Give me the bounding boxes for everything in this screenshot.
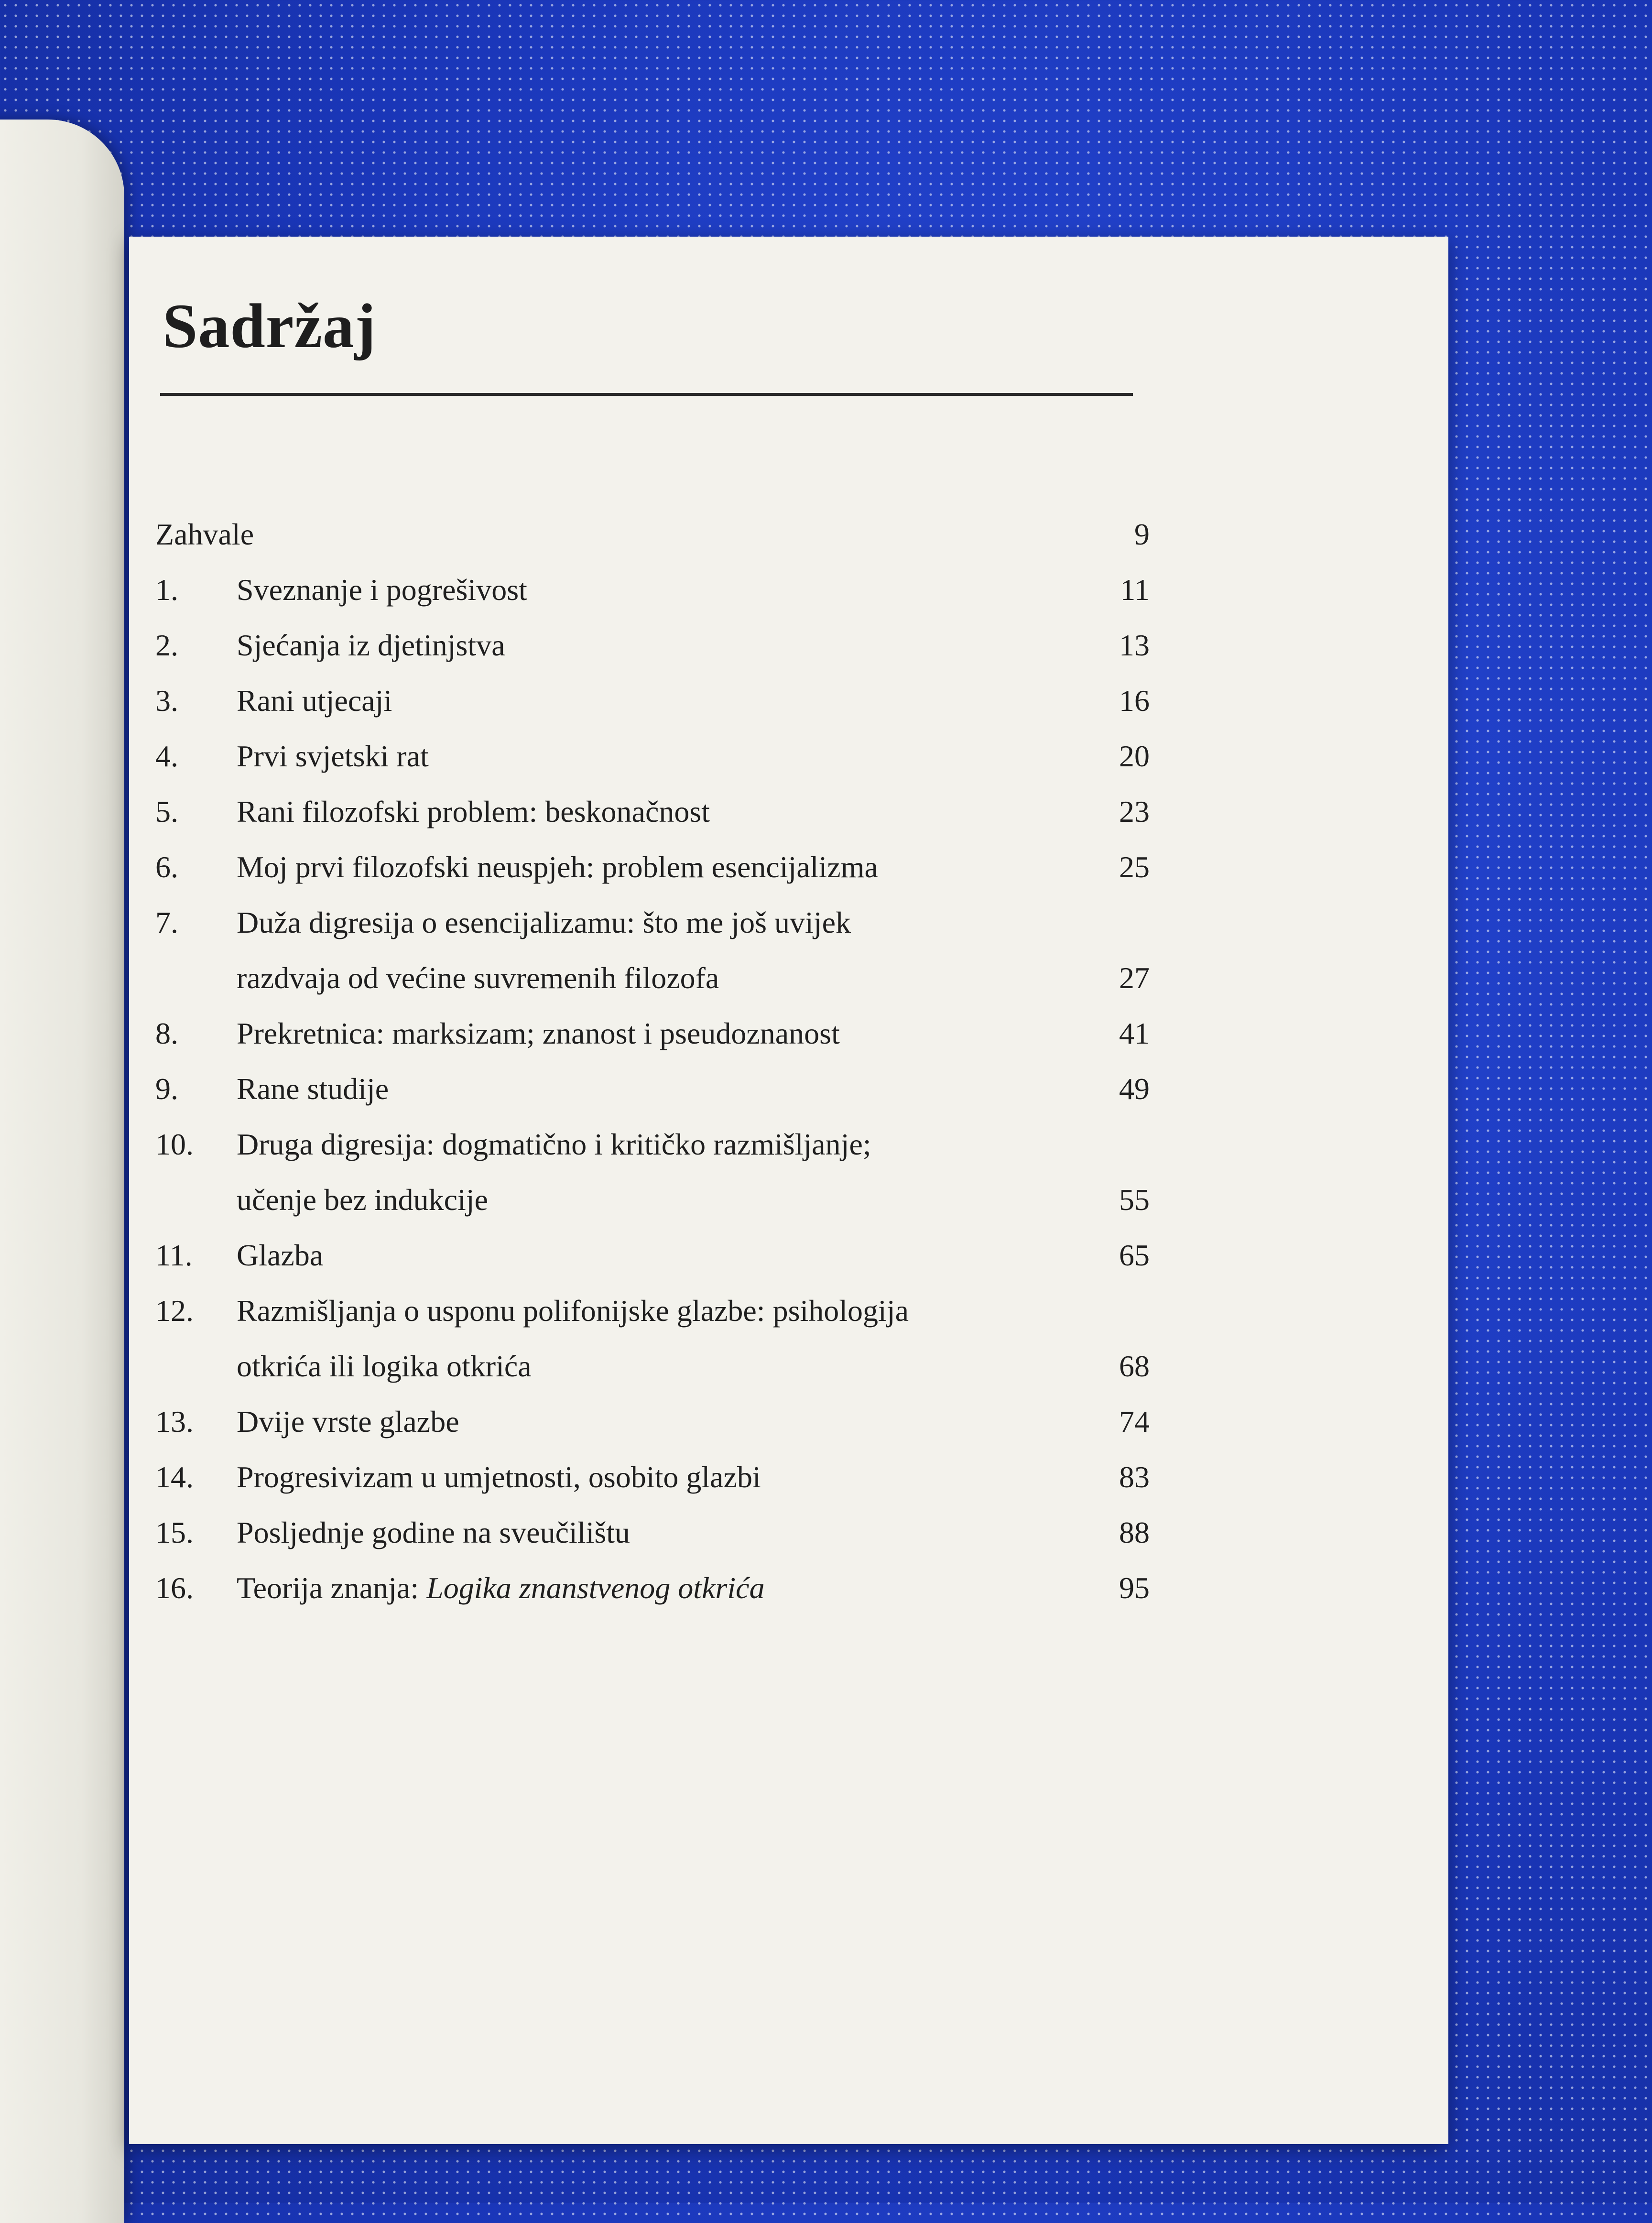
- toc-entry-number: 2.: [155, 628, 178, 662]
- toc-entry-text-roman: Teorija znanja:: [237, 1571, 427, 1605]
- toc-entry-text: Dvije vrste glazbe: [237, 1405, 459, 1438]
- toc-row: [155, 1006, 1150, 1061]
- toc-entry-text: Rane studije: [237, 1072, 389, 1106]
- toc-entry-number: 15.: [155, 1515, 194, 1549]
- toc-page-number: 65: [1119, 1238, 1150, 1272]
- toc-row: [155, 1228, 1150, 1283]
- toc-entry-text: Rani filozofski problem: beskonačnost: [237, 795, 710, 828]
- toc-page-number: 55: [1119, 1183, 1150, 1217]
- toc-entry-number: 4.: [155, 739, 178, 773]
- toc-page-number: 27: [1119, 961, 1150, 995]
- toc-page-number: 95: [1119, 1571, 1150, 1605]
- toc-entry-text: Druga digresija: dogmatično i kritičko razmišljanje;: [237, 1127, 871, 1161]
- toc-entry-text: Sveznanje i pogrešivost: [237, 573, 527, 607]
- toc-row: [155, 1394, 1150, 1449]
- toc-entry-number: 8.: [155, 1016, 178, 1050]
- toc-page-number: 13: [1119, 628, 1150, 662]
- title-rule: [160, 393, 1133, 396]
- toc-entry-text: Prekretnica: marksizam; znanost i pseudoznanost: [237, 1016, 840, 1050]
- toc-row: [155, 562, 1150, 618]
- toc-entry-number: 16.: [155, 1571, 194, 1605]
- toc-row: [155, 950, 1150, 1006]
- toc-page-number: 74: [1119, 1405, 1150, 1438]
- toc-entry-number: 11.: [155, 1238, 193, 1272]
- toc-row: [155, 1061, 1150, 1117]
- toc-entry-text: Zahvale: [155, 517, 254, 551]
- toc-row: [155, 895, 1150, 950]
- toc-page-number: 9: [1134, 517, 1150, 551]
- toc-entry-text: Progresivizam u umjetnosti, osobito glazbi: [237, 1460, 761, 1494]
- toc-row: [155, 1172, 1150, 1228]
- toc-row: [155, 1505, 1150, 1560]
- toc-entry-text: Moj prvi filozofski neuspjeh: problem esencijalizma: [237, 850, 878, 884]
- toc-row: [155, 1560, 1150, 1616]
- toc-page-number: 88: [1119, 1515, 1150, 1549]
- toc-row: [155, 507, 1150, 562]
- table-of-contents: [155, 507, 1150, 1616]
- toc-entry-number: 12.: [155, 1294, 194, 1328]
- toc-page-number: 25: [1119, 850, 1150, 884]
- toc-entry-number: 7.: [155, 905, 178, 939]
- toc-row: [155, 1283, 1150, 1339]
- toc-entry-text: Glazba: [237, 1238, 324, 1272]
- toc-entry-number: 5.: [155, 795, 178, 828]
- toc-entry-text: učenje bez indukcije: [237, 1183, 488, 1217]
- toc-entry-number: 10.: [155, 1127, 194, 1161]
- toc-entry-number: 14.: [155, 1460, 194, 1494]
- toc-row: [155, 839, 1150, 895]
- toc-entry-number: 1.: [155, 573, 178, 607]
- toc-page-number: 16: [1119, 684, 1150, 718]
- toc-entry-text-italic: Logika znanstvenog otkrića: [426, 1571, 765, 1605]
- toc-entry-text: Prvi svjetski rat: [237, 739, 429, 773]
- toc-entry-text: Razmišljanja o usponu polifonijske glazbe: psihologija: [237, 1294, 909, 1328]
- toc-entry-text: Rani utjecaji: [237, 684, 392, 718]
- toc-entry-text: razdvaja od većine suvremenih filozofa: [237, 961, 719, 995]
- toc-page-number: 49: [1119, 1072, 1150, 1106]
- toc-page-number: 20: [1119, 739, 1150, 773]
- toc-page-number: 68: [1119, 1349, 1150, 1383]
- toc-entry-text: Sjećanja iz djetinjstva: [237, 628, 505, 662]
- toc-entry-number: 6.: [155, 850, 178, 884]
- toc-row: [155, 673, 1150, 729]
- toc-row: [155, 1117, 1150, 1172]
- page-title: Sadržaj: [163, 291, 376, 361]
- toc-entry-text: Posljednje godine na sveučilištu: [237, 1515, 630, 1549]
- toc-row: [155, 618, 1150, 673]
- facing-page: [0, 120, 124, 2223]
- toc-row: [155, 1449, 1150, 1505]
- toc-entry-number: 13.: [155, 1405, 194, 1438]
- toc-row: [155, 1339, 1150, 1394]
- toc-entry-number: 3.: [155, 684, 178, 718]
- toc-page-number: 41: [1119, 1016, 1150, 1050]
- toc-page-number: 83: [1119, 1460, 1150, 1494]
- toc-row: [155, 784, 1150, 839]
- toc-page-number: 11: [1120, 573, 1150, 607]
- toc-row: [155, 729, 1150, 784]
- toc-page-number: 23: [1119, 795, 1150, 828]
- toc-entry-text: [237, 1560, 765, 1616]
- toc-entry-number: 9.: [155, 1072, 178, 1106]
- toc-entry-text: Duža digresija o esencijalizamu: što me još uvijek: [237, 905, 851, 939]
- toc-entry-text: otkrića ili logika otkrića: [237, 1349, 532, 1383]
